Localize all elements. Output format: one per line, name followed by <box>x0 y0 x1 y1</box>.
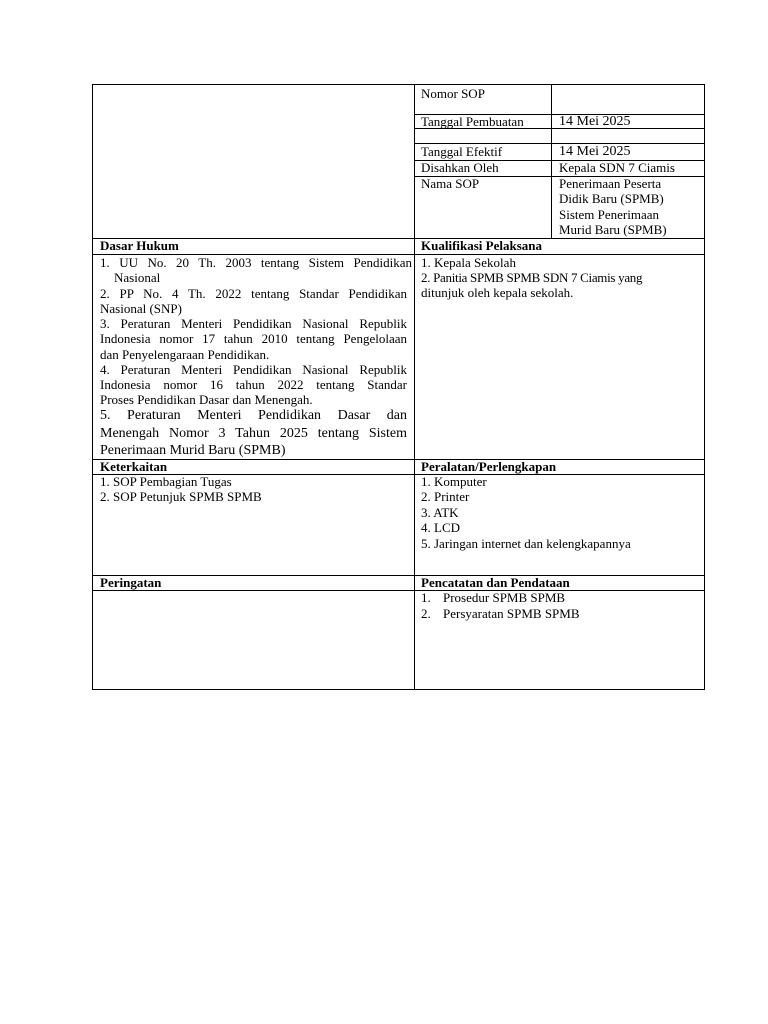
peralatan-item: 5. Jaringan internet dan kelengkapannya <box>421 536 631 551</box>
peralatan-item: 4. LCD <box>421 520 460 535</box>
keterkaitan-heading: Keterkaitan <box>100 459 168 474</box>
dasar-hukum-line: Indonesia nomor 17 tahun 2010 tentang Pengelolaan <box>100 331 407 346</box>
section-rule <box>93 459 705 460</box>
pencatatan-heading: Pencatatan dan Pendataan <box>421 575 570 590</box>
kualifikasi-line: 2. Panitia SPMB SPMB SDN 7 Ciamis yang <box>421 270 643 285</box>
tanggal-efektif-value: 14 Mei 2025 <box>559 144 631 159</box>
dasar-hukum-heading: Dasar Hukum <box>100 238 179 253</box>
peralatan-item: 1. Komputer <box>421 474 487 489</box>
dasar-hukum-line: Proses Pendidikan Dasar dan Menengah. <box>100 392 313 407</box>
dasar-hukum-line: Indonesia nomor 16 tahun 2022 tentang Standar <box>100 377 407 392</box>
nama-sop-label: Nama SOP <box>421 176 480 191</box>
dasar-hukum-line: 3. Peraturan Menteri Pendidikan Nasional Republik <box>100 316 407 331</box>
section-rule <box>93 590 705 591</box>
kualifikasi-line: ditunjuk oleh kepala sekolah. <box>421 285 574 300</box>
pencatatan-item: Prosedur SPMB SPMB <box>443 590 566 605</box>
dasar-hukum-line: 1. UU No. 20 Th. 2003 tentang Sistem Pendidikan <box>100 255 412 270</box>
section-rule <box>93 238 705 239</box>
dasar-hukum-line: 5. Peraturan Menteri Pendidikan Dasar dan <box>100 408 407 423</box>
tanggal-efektif-label: Tanggal Efektif <box>421 144 503 159</box>
pencatatan-number: 1. <box>421 590 431 605</box>
sop-table <box>92 84 705 690</box>
keterkaitan-item: 2. SOP Petunjuk SPMB SPMB <box>100 489 262 504</box>
peralatan-heading: Peralatan/Perlengkapan <box>421 459 557 474</box>
header-value-divider <box>551 85 552 238</box>
peralatan-item: 2. Printer <box>421 489 470 504</box>
kualifikasi-heading: Kualifikasi Pelaksana <box>421 238 542 253</box>
section-rule <box>93 575 705 576</box>
pencatatan-item: Persyaratan SPMB SPMB <box>443 606 580 621</box>
nama-sop-line: Penerimaan Peserta <box>559 176 662 191</box>
disahkan-oleh-label: Disahkan Oleh <box>421 160 499 175</box>
kualifikasi-line: 1. Kepala Sekolah <box>421 255 516 270</box>
dasar-hukum-line: Nasional <box>114 270 161 285</box>
dasar-hukum-line: Nasional (SNP) <box>100 301 182 316</box>
dasar-hukum-line: 2. PP No. 4 Th. 2022 tentang Standar Pendidikan <box>100 286 407 301</box>
tanggal-pembuatan-value: 14 Mei 2025 <box>559 114 631 129</box>
dasar-hukum-line: dan Penyelengaraan Pendidikan. <box>100 347 270 362</box>
pencatatan-number: 2. <box>421 606 431 621</box>
dasar-hukum-line: 4. Peraturan Menteri Pendidikan Nasional Republik <box>100 362 407 377</box>
disahkan-oleh-value: Kepala SDN 7 Ciamis <box>559 160 675 175</box>
tanggal-pembuatan-label: Tanggal Pembuatan <box>421 114 524 129</box>
peralatan-item: 3. ATK <box>421 505 459 520</box>
dasar-hukum-line: Menengah Nomor 3 Tahun 2025 tentang Sistem <box>100 426 407 441</box>
dasar-hukum-line: Penerimaan Murid Baru (SPMB) <box>100 443 286 458</box>
nama-sop-line: Didik Baru (SPMB) <box>559 191 664 206</box>
keterkaitan-item: 1. SOP Pembagian Tugas <box>100 474 232 489</box>
nama-sop-line: Sistem Penerimaan <box>559 207 660 222</box>
nama-sop-line: Murid Baru (SPMB) <box>559 222 667 237</box>
nomor-sop-label: Nomor SOP <box>421 86 485 101</box>
peringatan-heading: Peringatan <box>100 575 162 590</box>
